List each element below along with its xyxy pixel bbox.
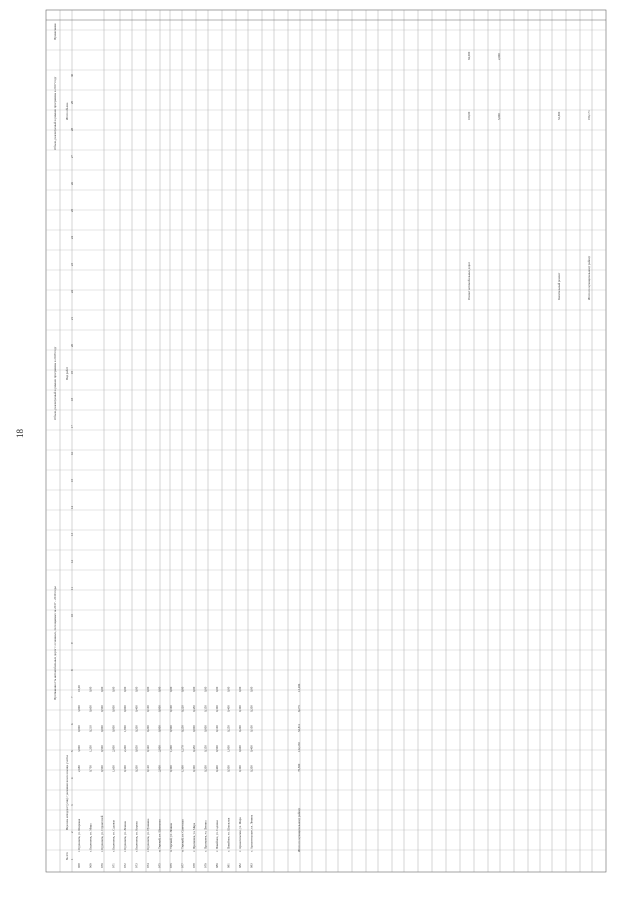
column-number: 14 [70, 506, 74, 509]
column-number: 22 [70, 290, 74, 293]
column-number: 16 [70, 452, 74, 455]
column-number: 28 [70, 128, 74, 131]
row-value-c: 0,000 [77, 725, 81, 732]
header-group-1: Протяженность автомобильных дорог с основных, посещаемых за 2017 - 2019 годы [53, 586, 57, 700]
right-value-5: 84,000 [467, 51, 471, 60]
summary-sum-1: 79,500 [297, 763, 301, 772]
row-value-d: 0,300 [238, 705, 242, 712]
column-number: 23 [70, 263, 74, 266]
summary-sum-3: 52,811 [297, 723, 301, 732]
row-value-b: 1,270 [180, 745, 185, 752]
right-value-2: 5,000 [497, 113, 501, 120]
row-value-a: 0,400 [215, 765, 219, 772]
row-value-b: 0,450 [192, 745, 196, 752]
row-value-d: 0,400 [134, 705, 139, 712]
row-value-c: 0,100 [249, 725, 254, 732]
row-value-c: 0,000 [111, 725, 116, 732]
header-totals: Итого объема [65, 102, 69, 120]
row-value-e: 0,00 [249, 686, 254, 692]
row-value-b: 2,000 [111, 745, 116, 752]
row-value-e: 0,00 [203, 686, 208, 692]
column-number: 19 [70, 371, 74, 374]
row-number: 974 [146, 863, 150, 868]
row-value-e: 0,00 [226, 686, 231, 692]
row-value-e: 0,00 [238, 686, 242, 692]
row-number: 978 [192, 863, 196, 868]
row-name: с. Покойное, ул. Школьная [226, 817, 231, 852]
row-number: 980 [215, 863, 219, 868]
row-name: п. Терский, ул. Школьная [157, 819, 162, 852]
row-value-b: 0,600 [238, 745, 242, 752]
row-value-d: 0,500 [100, 705, 104, 712]
row-value-d: 0,220 [180, 705, 185, 712]
column-number: 20 [70, 344, 74, 347]
row-value-b: 3,000 [77, 745, 81, 752]
row-name: г. Буденовск, ул. Садовая [111, 820, 116, 852]
right-label-1: Ремонт автомобильных дорог [467, 262, 471, 300]
row-value-c: 0,210 [88, 725, 93, 732]
column-number: 1 [70, 858, 74, 860]
row-value-e: 0,00 [180, 686, 185, 692]
row-value-a: 0,200 [203, 765, 208, 772]
row-value-c: 0,000 [157, 725, 162, 732]
row-value-c: 1,900 [123, 725, 127, 732]
row-number: 971 [111, 863, 116, 868]
row-value-b: 2,200 [123, 745, 127, 752]
row-value-a: 0,300 [123, 765, 127, 772]
row-value-b: 1,000 [226, 745, 231, 752]
row-value-a: 0,500 [226, 765, 231, 772]
summary-sum-4: 8,275 [297, 705, 301, 712]
row-value-a: 0,200 [249, 765, 254, 772]
row-value-a: 0,700 [88, 765, 93, 772]
row-number: 976 [169, 863, 173, 868]
column-number: 5 [70, 750, 74, 752]
right-label-3: Итого по муниципальному району [587, 255, 591, 300]
row-number: 981 [226, 863, 231, 868]
row-value-d: 0,000 [157, 705, 162, 712]
row-value-e: 0,00 [169, 686, 173, 692]
row-value-a: 0,300 [238, 765, 242, 772]
right-label-2: Капитальный ремонт [557, 272, 561, 300]
row-name: п. Терский, ул. Ленина [169, 822, 173, 852]
row-value-a: 2,680 [77, 765, 81, 772]
row-value-b: 0,400 [249, 745, 254, 752]
row-value-e: 0,00 [100, 686, 104, 692]
right-value-3: 52,800 [557, 111, 561, 120]
column-number: 7 [70, 696, 74, 698]
row-name: с. Архангельское, ул. Ленина [249, 814, 254, 852]
row-value-d: 0,350 [203, 705, 208, 712]
column-number: 4 [70, 777, 74, 779]
row-number: 972 [123, 863, 127, 868]
summary-label: Итого по муниципальному району [297, 807, 301, 852]
row-value-a: 0,300 [169, 765, 173, 772]
right-value-6: 2,000 [497, 53, 501, 60]
row-number: 983 [249, 863, 254, 868]
row-number: 969 [88, 863, 93, 868]
row-number: 977 [180, 863, 185, 868]
row-value-a: 1,600 [111, 765, 116, 772]
row-value-c: 0,200 [134, 725, 139, 732]
row-name: г. Буденовск, ул. Мира [88, 823, 93, 852]
row-value-b: 0,850 [134, 745, 139, 752]
header-note: Примечание [53, 23, 57, 40]
row-value-e: 0,00 [215, 686, 219, 692]
row-name: п. Терский, ул. Советская [180, 819, 185, 852]
row-number: 975 [157, 863, 162, 868]
row-name: с. Прасковея, ул. Ленина [203, 820, 208, 852]
column-number: 21 [70, 317, 74, 320]
row-value-a: 1,300 [180, 765, 185, 772]
row-value-a: 0,500 [100, 765, 104, 772]
row-name: г. Буденовск, ул. Пушкина [146, 818, 150, 852]
row-value-b: 0,500 [215, 745, 219, 752]
column-number: 2 [70, 831, 74, 833]
column-number: 24 [70, 236, 74, 239]
column-number: 13 [70, 533, 74, 536]
row-name: с. Архангельское, ул. Мира [238, 817, 242, 852]
row-value-a: 0,200 [134, 765, 139, 772]
row-value-b: 1,200 [88, 745, 93, 752]
header-no: № п/п [65, 852, 69, 860]
row-value-d: 0,450 [192, 705, 196, 712]
row-number: 973 [134, 863, 139, 868]
row-value-e: 10,00 [77, 685, 81, 692]
row-name: с. Прасковея, ул. Мира [192, 822, 196, 852]
row-value-c: 0,500 [169, 725, 173, 732]
column-number: 26 [70, 182, 74, 185]
row-name: г. Буденовск, ул. Кирова [134, 821, 139, 852]
row-value-a: 0,300 [192, 765, 196, 772]
column-number: 12 [70, 560, 74, 563]
row-value-e: 0,00 [134, 686, 139, 692]
summary-sum-5: 13,286 [297, 683, 301, 692]
row-value-e: 0,00 [192, 686, 196, 692]
row-value-d: 0,100 [169, 705, 173, 712]
header-group-2: Объем, реализуемый в рамках программы в 2018 году [53, 346, 57, 420]
row-value-a: 0,120 [146, 765, 150, 772]
row-number: 979 [203, 863, 208, 868]
row-number: 982 [238, 863, 242, 868]
row-name: г. Буденовск, ул. Строителей [100, 815, 104, 852]
row-value-c: 0,100 [215, 725, 219, 732]
row-value-d: 0,600 [88, 705, 93, 712]
column-number: 27 [70, 155, 74, 158]
row-number: 968 [77, 863, 81, 868]
right-value-1: 100,00 [467, 111, 471, 120]
row-value-d: 0,000 [111, 705, 116, 712]
row-value-e: 0,00 [146, 686, 150, 692]
row-name: с. Покойное, ул. Садовая [215, 820, 219, 852]
row-value-d: 0,400 [226, 705, 231, 712]
right-value-4: 196,171 [587, 110, 591, 120]
header-group-3: Объем, реализуемый в рамках программы в 2017 году [53, 76, 57, 150]
column-number: 11 [70, 587, 74, 590]
header-type: Вид работ [65, 366, 69, 380]
row-value-e: 0,00 [157, 686, 162, 692]
row-value-c: 0,000 [192, 725, 196, 732]
summary-sum-2: 132,230 [297, 742, 301, 752]
page-number: 18 [15, 429, 25, 438]
column-number: 3 [70, 804, 74, 806]
row-value-c: 0,000 [100, 725, 104, 732]
header-name: Перечень автодорог (улиц) с указанием начала и конца участка [66, 754, 69, 830]
row-value-c: 0,000 [203, 725, 208, 732]
row-value-d: 3,000 [77, 705, 81, 712]
row-value-b: 0,350 [203, 745, 208, 752]
row-value-c: 0,250 [180, 725, 185, 732]
row-value-c: 0,200 [146, 725, 150, 732]
row-value-d: 0,200 [249, 705, 254, 712]
row-value-a: 2,000 [157, 765, 162, 772]
row-value-d: 0,300 [215, 705, 219, 712]
row-number: 970 [100, 863, 104, 868]
row-value-e: 0,00 [88, 686, 93, 692]
row-value-e: 0,00 [123, 686, 127, 692]
row-value-e: 0,00 [111, 686, 116, 692]
row-value-b: 0,500 [100, 745, 104, 752]
row-name: г. Буденовск, ул. Ленина [123, 821, 127, 852]
column-number: 29 [70, 101, 74, 104]
column-number: 9 [70, 642, 74, 644]
column-number: 18 [70, 398, 74, 401]
row-value-b: 1,200 [169, 745, 173, 752]
column-number: 10 [70, 614, 74, 617]
row-value-c: 0,200 [238, 725, 242, 732]
row-value-d: 0,100 [146, 705, 150, 712]
column-number: 25 [70, 209, 74, 212]
column-number: 30 [70, 74, 74, 77]
row-value-d: 0,000 [123, 705, 127, 712]
row-value-b: 2,000 [157, 745, 162, 752]
column-number: 15 [70, 479, 74, 482]
row-value-b: 0,340 [146, 745, 150, 752]
row-name: г. Буденовск, ул. Широкая [77, 818, 81, 852]
column-number: 17 [70, 425, 74, 428]
column-number: 6 [70, 723, 74, 725]
column-number: 8 [70, 669, 74, 671]
row-value-c: 0,250 [226, 725, 231, 732]
